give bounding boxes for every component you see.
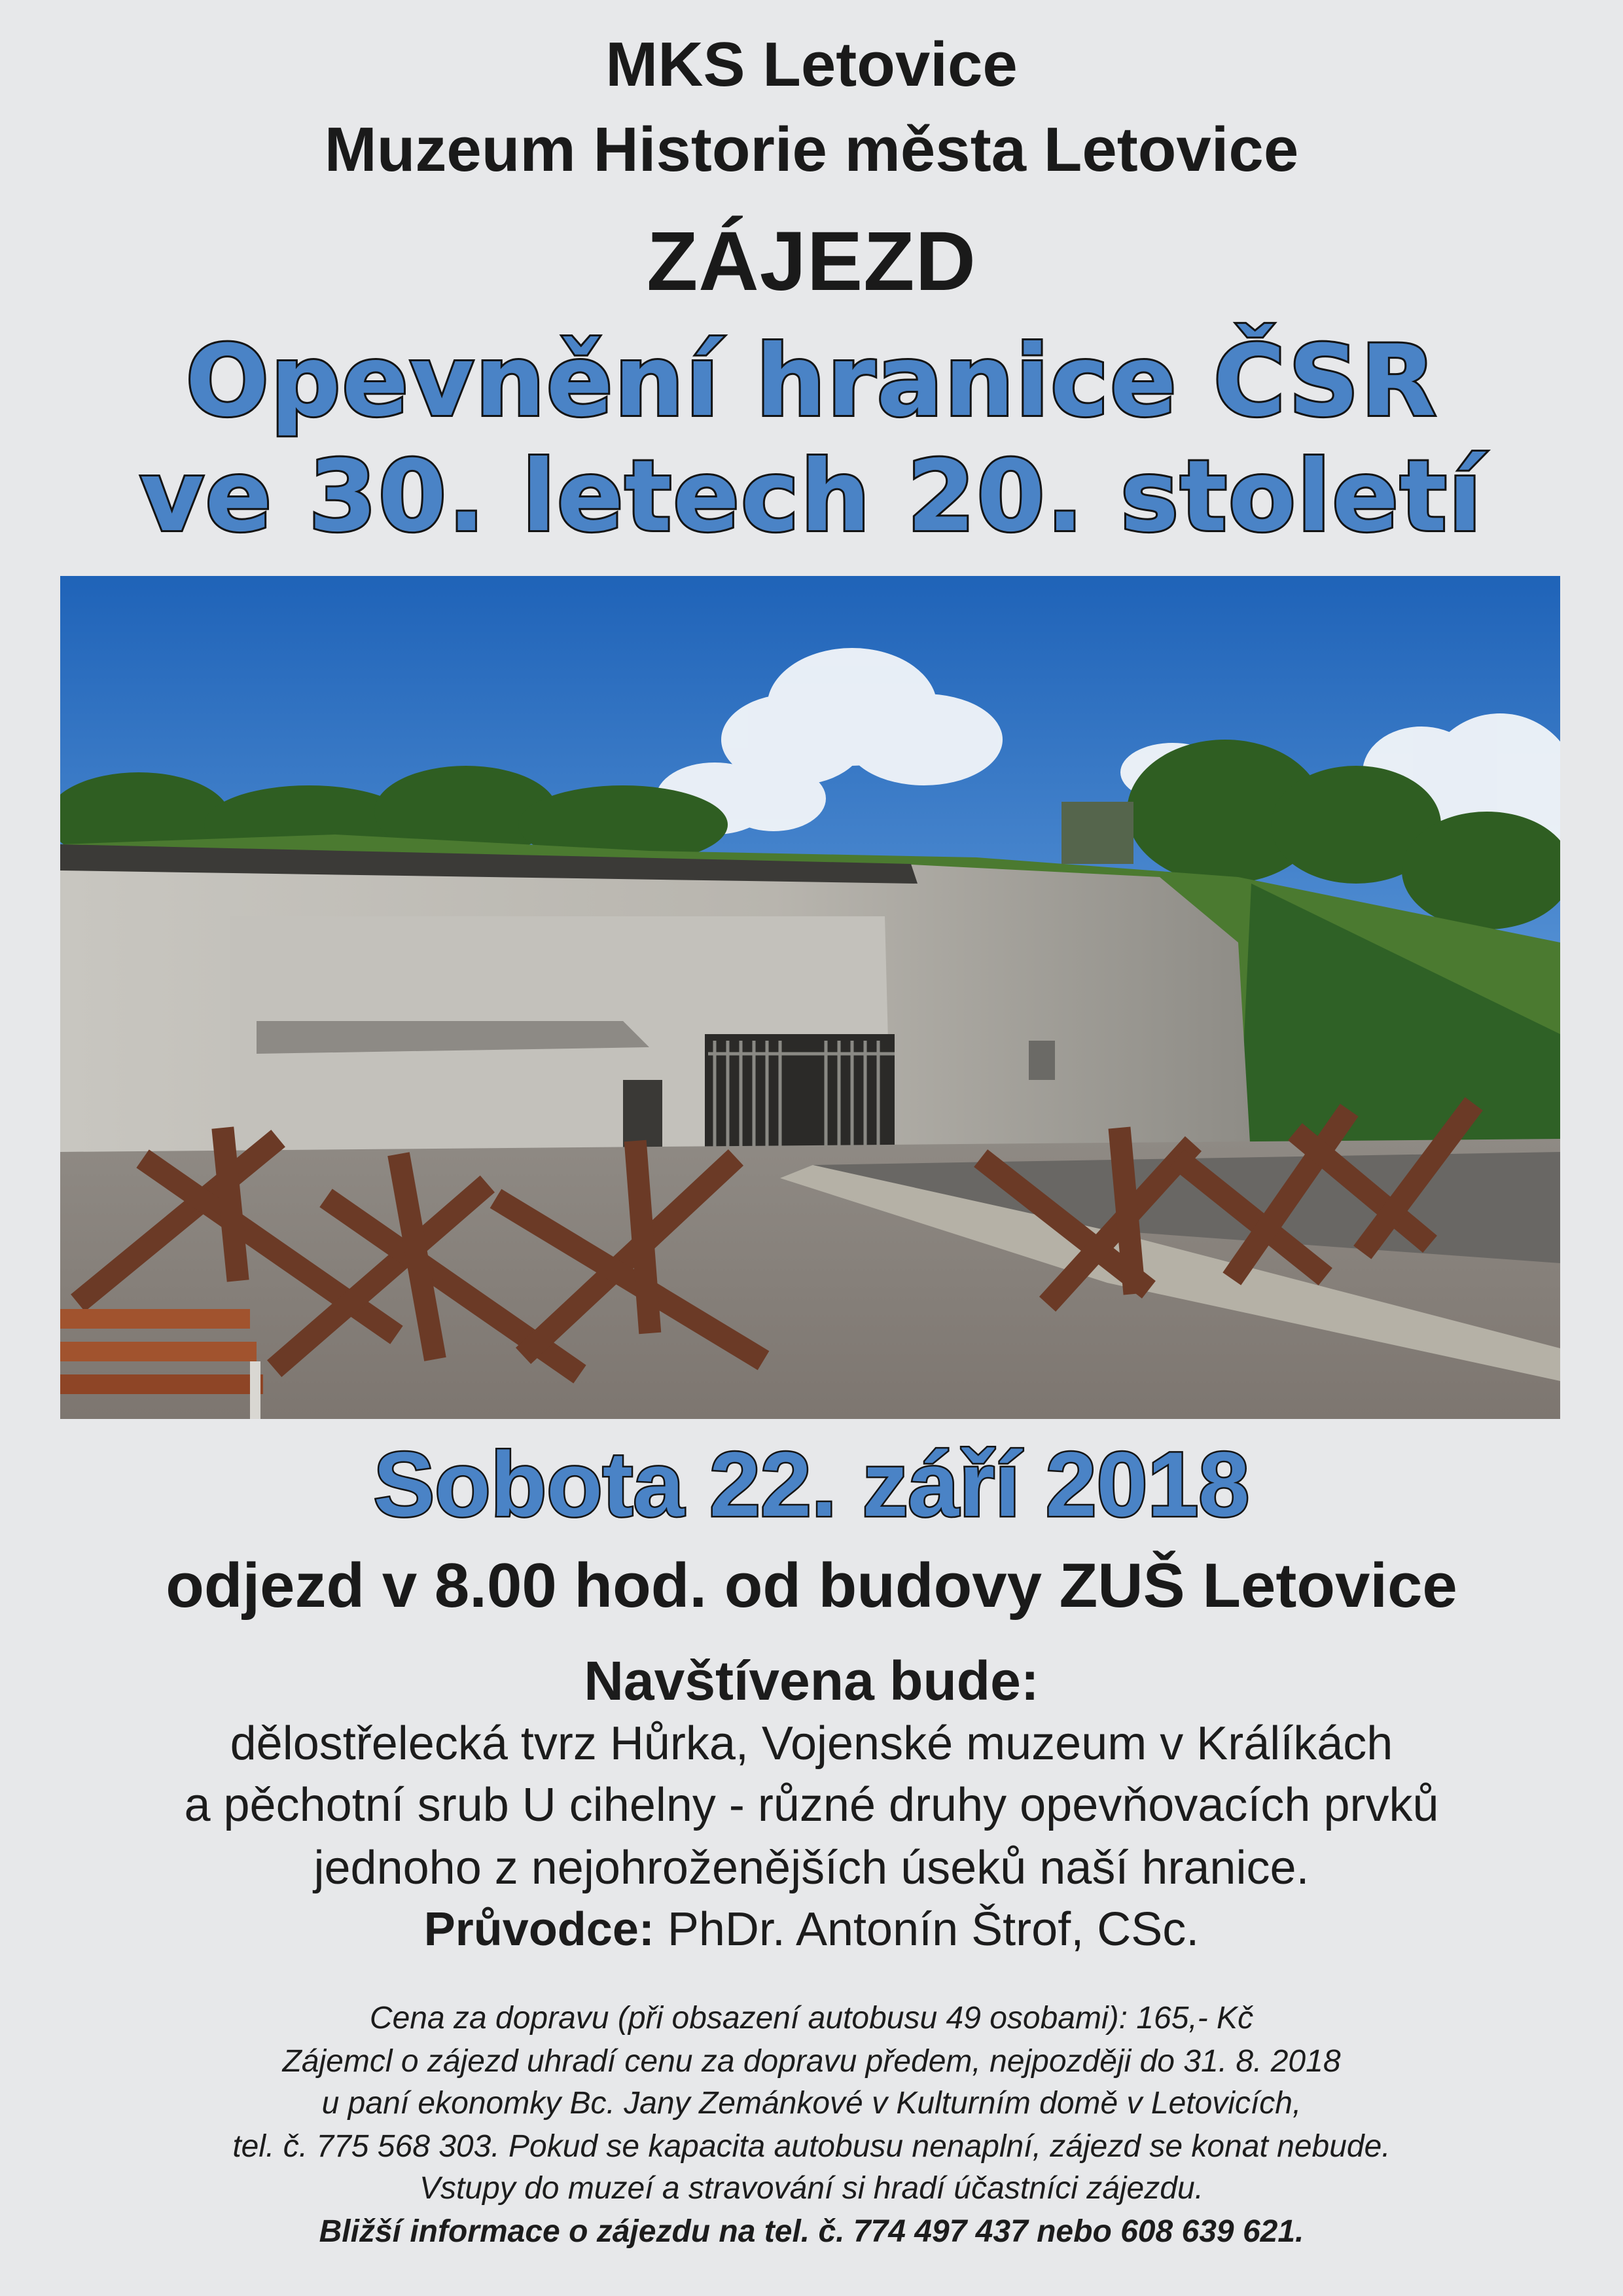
museum-name: Muzeum Historie města Letovice [324,115,1299,185]
title-line-2: ve 30. letech 20. století [139,440,1484,554]
visit-line-2: a pěchotní srub U cihelny - různé druhy opevňovacích prvků [184,1779,1439,1831]
bunker-photo [60,576,1560,1419]
visit-heading: Navštívena bude: [584,1650,1039,1712]
guide-name: PhDr. Antonín Štrof, CSc. [654,1903,1200,1956]
info-payment: Zájemcl o zájezd uhradí cenu za dopravu předem, nejpozději do 31. 8. 2018 [282,2044,1341,2079]
visit-line-1: dělostřelecká tvrz Hůrka, Vojenské muzeum v Králíkách [230,1717,1393,1770]
info-entry-fees: Vstupy do muzeí a stravování si hradí účastníci zájezdu. [419,2171,1204,2206]
info-phone-capacity: tel. č. 775 568 303. Pokud se kapacita autobusu nenaplní, zájezd se konat nebude. [232,2129,1391,2164]
departure-info: odjezd v 8.00 hod. od budovy ZUŠ Letovice [166,1551,1457,1621]
info-payment-place: u paní ekonomky Bc. Jany Zemánkové v Kulturním domě v Letovicích, [321,2086,1302,2121]
title-line-1: Opevnění hranice ČSR [185,325,1438,439]
info-contact: Bližší informace o zájezdu na tel. č. 774 497 437 nebo 608 639 621. [319,2214,1304,2249]
guide-line [0,1898,1623,1961]
event-type: ZÁJEZD [647,215,976,308]
organizer-name: MKS Letovice [605,29,1018,99]
event-date: Sobota 22. září 2018 [373,1433,1250,1535]
info-price: Cena za dopravu (při obsazení autobusu 49 osobami): 165,- Kč [369,2001,1254,2036]
guide-label: Průvodce: [423,1903,654,1956]
visit-line-3: jednoho z nejohroženějších úseků naší hranice. [313,1842,1310,1894]
